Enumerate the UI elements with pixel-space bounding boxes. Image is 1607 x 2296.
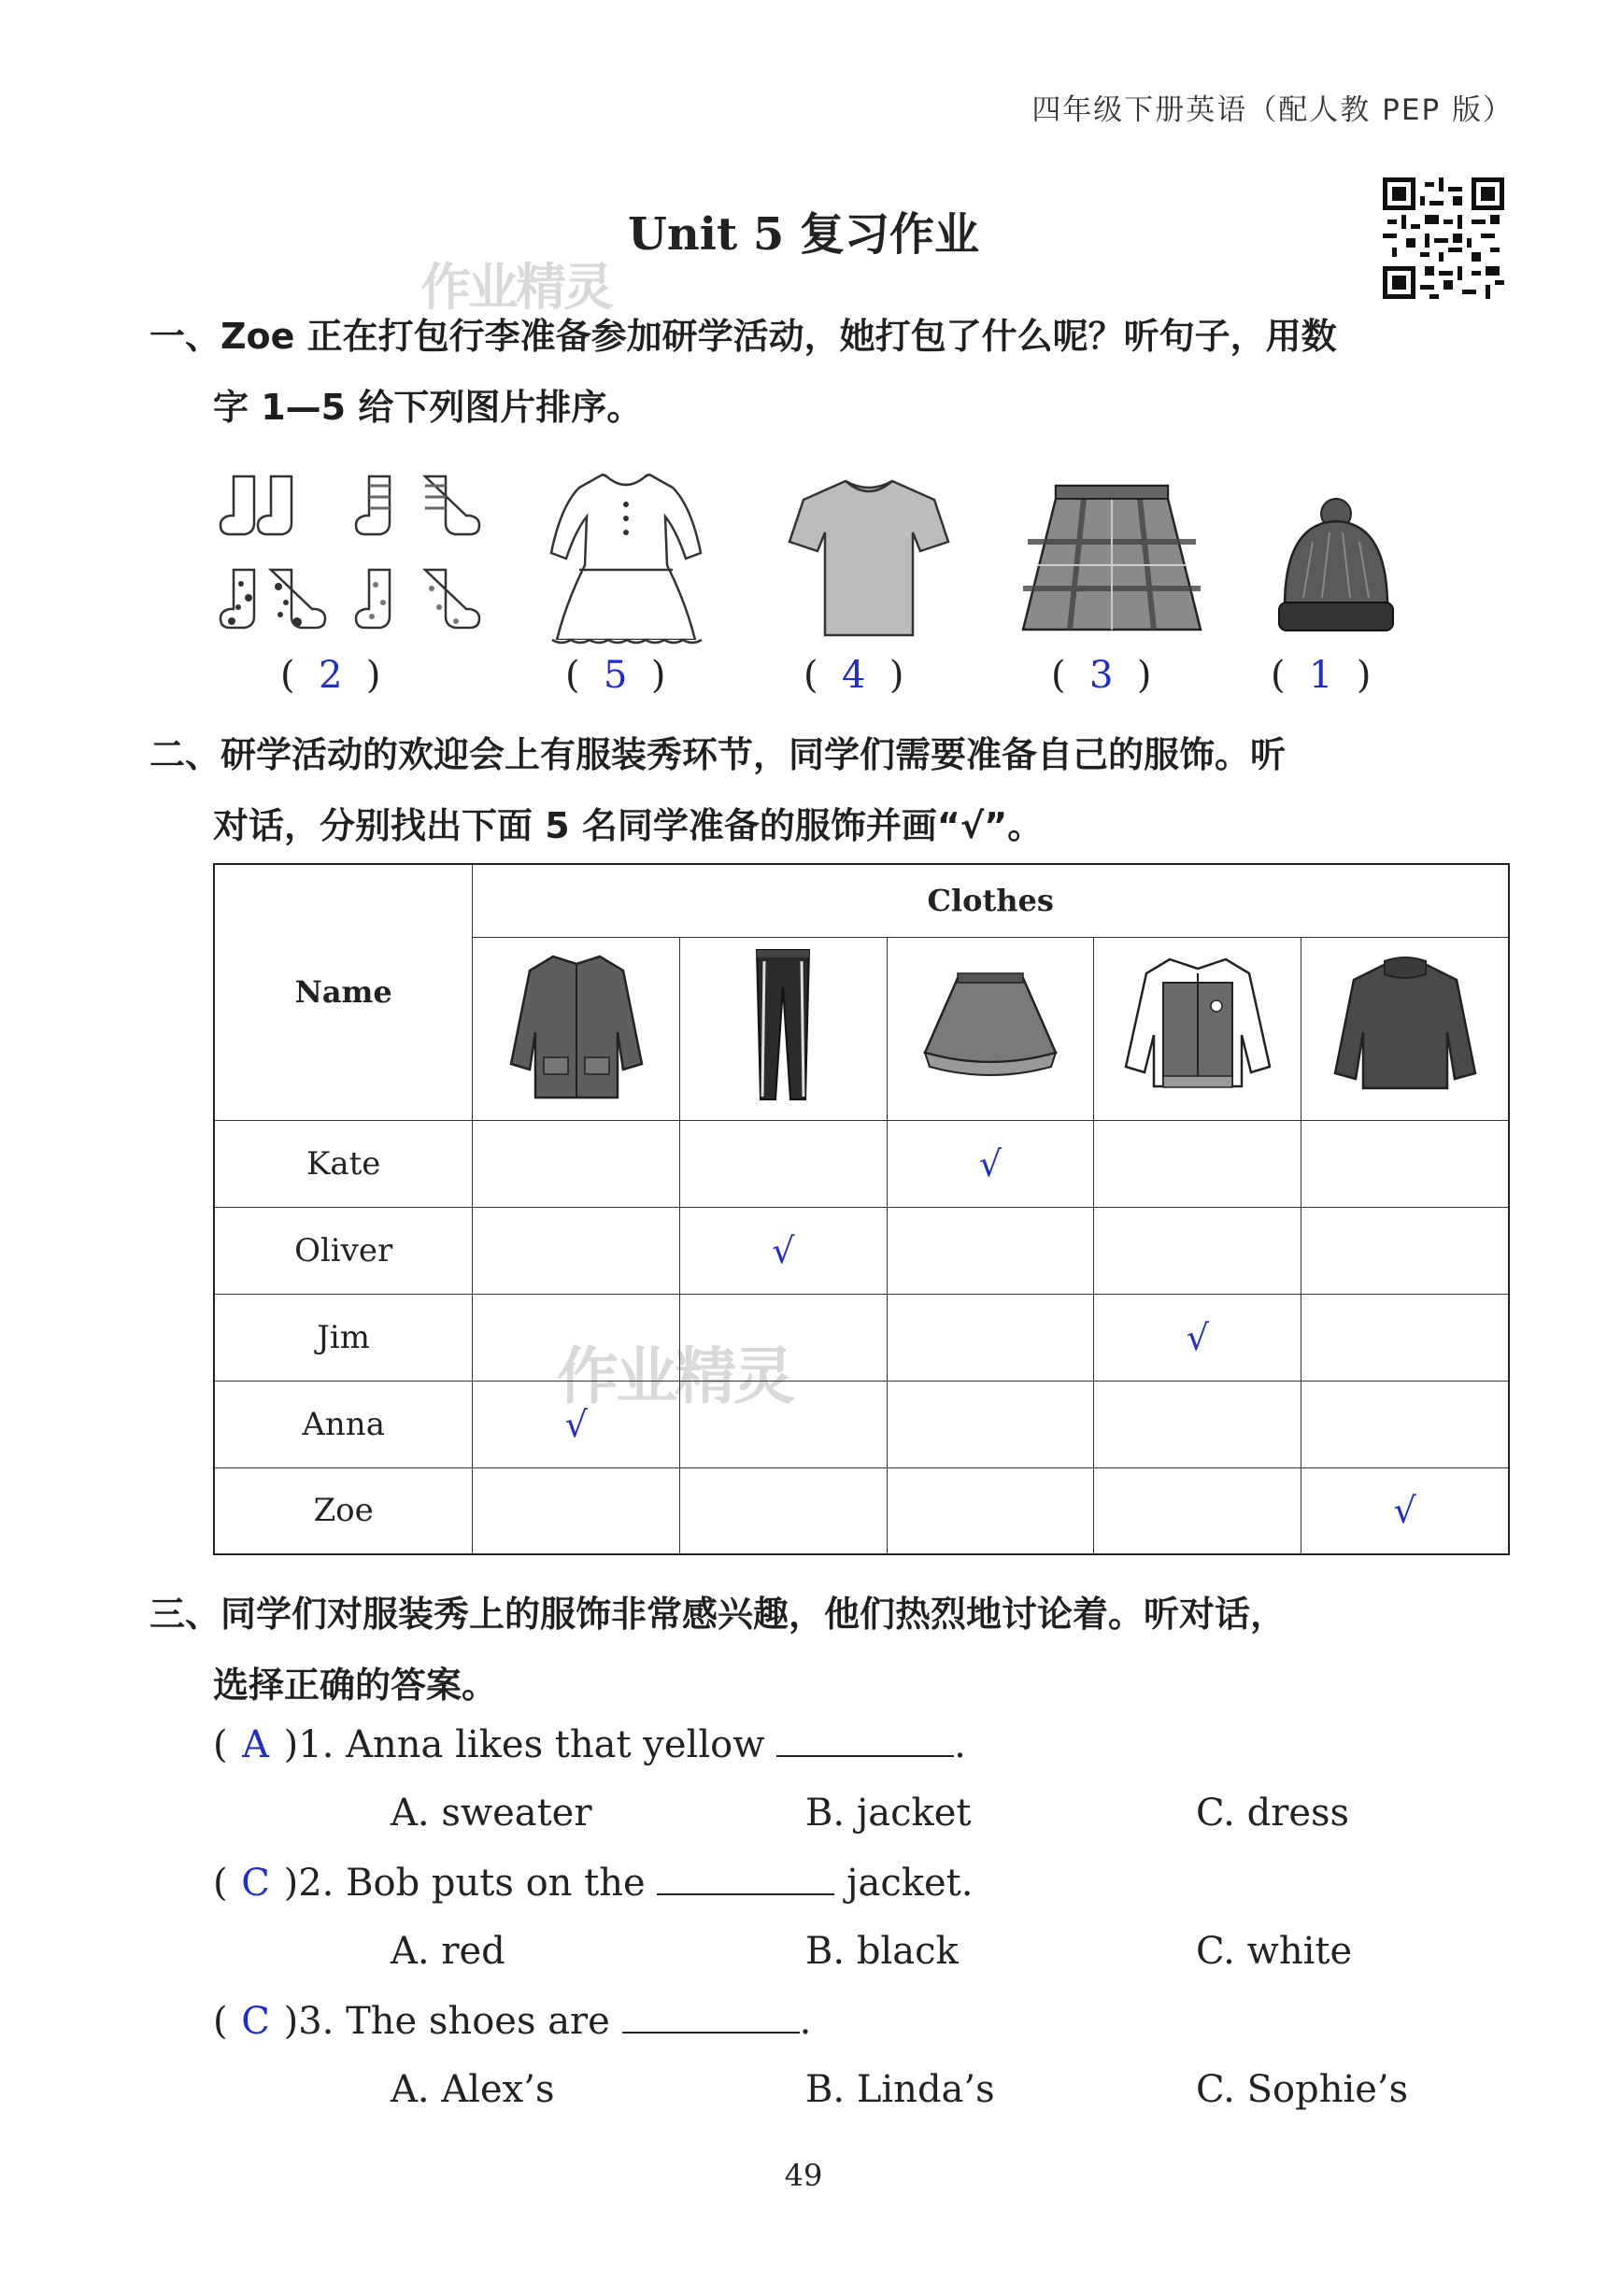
check-cell: [680, 1294, 888, 1381]
question-text: )3. The shoes are: [283, 2000, 622, 2043]
pants-icon: [736, 942, 830, 1106]
option: A. red: [391, 1930, 505, 1973]
option: B. jacket: [805, 1792, 972, 1835]
skirt-cell: [887, 937, 1094, 1120]
answer-blank: [776, 1727, 954, 1757]
question-text-end: .: [799, 2000, 812, 2043]
clothes-table: [213, 863, 1510, 1555]
check-cell: [887, 1294, 1094, 1381]
check-cell: [680, 1207, 888, 1294]
check-mark: √: [978, 1142, 1003, 1184]
table-row: [214, 1467, 1509, 1554]
check-cell: [473, 1467, 680, 1554]
option: B. Linda’s: [805, 2068, 995, 2111]
clothes-header-cell: [473, 864, 1509, 937]
option: C. dress: [1196, 1792, 1350, 1835]
answer-slot: ( 3 ): [1051, 654, 1152, 697]
table-row: [214, 1120, 1509, 1207]
table-row: [214, 1381, 1509, 1467]
check-cell: [1094, 1467, 1301, 1554]
section2-heading-line2: 对话，分别找出下面 5 名同学准备的服饰并画“√”。: [213, 805, 1044, 846]
check-cell: [1301, 1467, 1509, 1554]
student-name: Zoe: [214, 1467, 473, 1554]
dress-icon: [537, 467, 715, 654]
section2-heading-line1: 二、研学活动的欢迎会上有服装秀环节，同学们需要准备自己的服饰。听: [149, 734, 1287, 775]
answer-value: 1: [1309, 654, 1333, 697]
student-name: Kate: [214, 1120, 473, 1207]
watermark: 作业精灵: [420, 258, 611, 317]
student-name: Jim: [214, 1294, 473, 1381]
check-cell: [1094, 1120, 1301, 1207]
check-mark: √: [1186, 1316, 1209, 1358]
answer-value: 2: [319, 654, 343, 697]
option: C. Sophie’s: [1196, 2068, 1409, 2111]
socks-icon: [215, 467, 481, 654]
check-cell: [887, 1467, 1094, 1554]
option: A. sweater: [391, 1792, 592, 1835]
coat-cell: [473, 937, 680, 1120]
question-text-end: .: [954, 1723, 966, 1766]
check-cell: [473, 1381, 680, 1467]
answer-blank: [657, 1865, 834, 1895]
check-cell: [473, 1120, 680, 1207]
answer-blank: [622, 2004, 800, 2034]
check-cell: [473, 1294, 680, 1381]
answer-slot: ( 2 ): [280, 654, 381, 697]
question-2: ( C )2. Bob puts on the jacket.: [213, 1862, 974, 1905]
coat-icon: [502, 945, 651, 1104]
question-answer: A: [242, 1723, 270, 1766]
page-number: 49: [784, 2158, 823, 2193]
check-cell: [1301, 1381, 1509, 1467]
answer-slot: ( 5 ): [565, 654, 666, 697]
table-row: [214, 1294, 1509, 1381]
option: B. black: [805, 1930, 959, 1973]
tshirt-icon: [780, 467, 958, 654]
check-cell: [1094, 1207, 1301, 1294]
check-cell: [680, 1120, 888, 1207]
question-text: )1. Anna likes that yellow: [283, 1723, 777, 1766]
section1-heading-line1: 一、Zoe 正在打包行李准备参加研学活动，她打包了什么呢？听句子，用数: [149, 316, 1337, 357]
section2-heading: [149, 719, 1523, 861]
answer-value: 3: [1089, 654, 1114, 697]
question-text: )2. Bob puts on the: [283, 1862, 658, 1905]
check-mark: √: [564, 1403, 588, 1445]
sweater-icon: [1330, 947, 1480, 1101]
answer-value: 5: [604, 654, 628, 697]
section3-heading-line2: 选择正确的答案。: [213, 1665, 498, 1706]
check-cell: [680, 1381, 888, 1467]
option: C. white: [1196, 1930, 1353, 1973]
check-cell: [1094, 1381, 1301, 1467]
jacket-cell: [1094, 937, 1301, 1120]
clothes-header: Clothes: [927, 883, 1054, 919]
answer-slot: ( 1 ): [1271, 654, 1372, 697]
answer-value: 4: [842, 654, 866, 697]
section3-heading: [149, 1579, 1523, 1721]
check-cell: [1301, 1294, 1509, 1381]
question-answer: C: [241, 2000, 270, 2043]
question-answer: C: [241, 1862, 270, 1905]
sweater-cell: [1301, 937, 1509, 1120]
table-row: [214, 1207, 1509, 1294]
check-cell: [1301, 1120, 1509, 1207]
question-3: ( C )3. The shoes are .: [213, 2000, 812, 2043]
hat-icon: [1266, 467, 1406, 654]
name-header-cell: [214, 864, 473, 1120]
option: A. Alex’s: [391, 2068, 555, 2111]
book-title: 四年级下册英语（配人教 PEP 版）: [1031, 93, 1514, 127]
check-cell: [473, 1207, 680, 1294]
section1-pictures: [206, 467, 1532, 710]
section1-heading: [149, 301, 1523, 443]
check-mark: √: [1393, 1490, 1416, 1532]
check-mark: √: [772, 1229, 795, 1271]
check-cell: [680, 1467, 888, 1554]
watermark: 作业精灵: [557, 1340, 792, 1412]
qr-code-icon: [1383, 177, 1504, 299]
check-cell: [1094, 1294, 1301, 1381]
check-cell: [887, 1120, 1094, 1207]
page-title: Unit 5 复习作业: [628, 208, 979, 261]
section1-heading-line2: 字 1—5 给下列图片排序。: [213, 387, 643, 428]
section3-heading-line1: 三、同学们对服装秀上的服饰非常感兴趣，他们热烈地讨论着。听对话，: [149, 1594, 1287, 1635]
skirt-icon: [916, 964, 1065, 1085]
check-cell: [887, 1207, 1094, 1294]
student-name: Anna: [214, 1381, 473, 1467]
check-cell: [1301, 1207, 1509, 1294]
answer-slot: ( 4 ): [804, 654, 904, 697]
name-header: Name: [294, 974, 392, 1011]
pants-cell: [680, 937, 888, 1120]
student-name: Oliver: [214, 1207, 473, 1294]
check-cell: [887, 1381, 1094, 1467]
jacket-icon: [1118, 945, 1277, 1104]
skirt-icon: [1018, 467, 1205, 654]
question-1: ( A )1. Anna likes that yellow .: [213, 1723, 966, 1766]
question-text-end: jacket.: [834, 1862, 974, 1905]
